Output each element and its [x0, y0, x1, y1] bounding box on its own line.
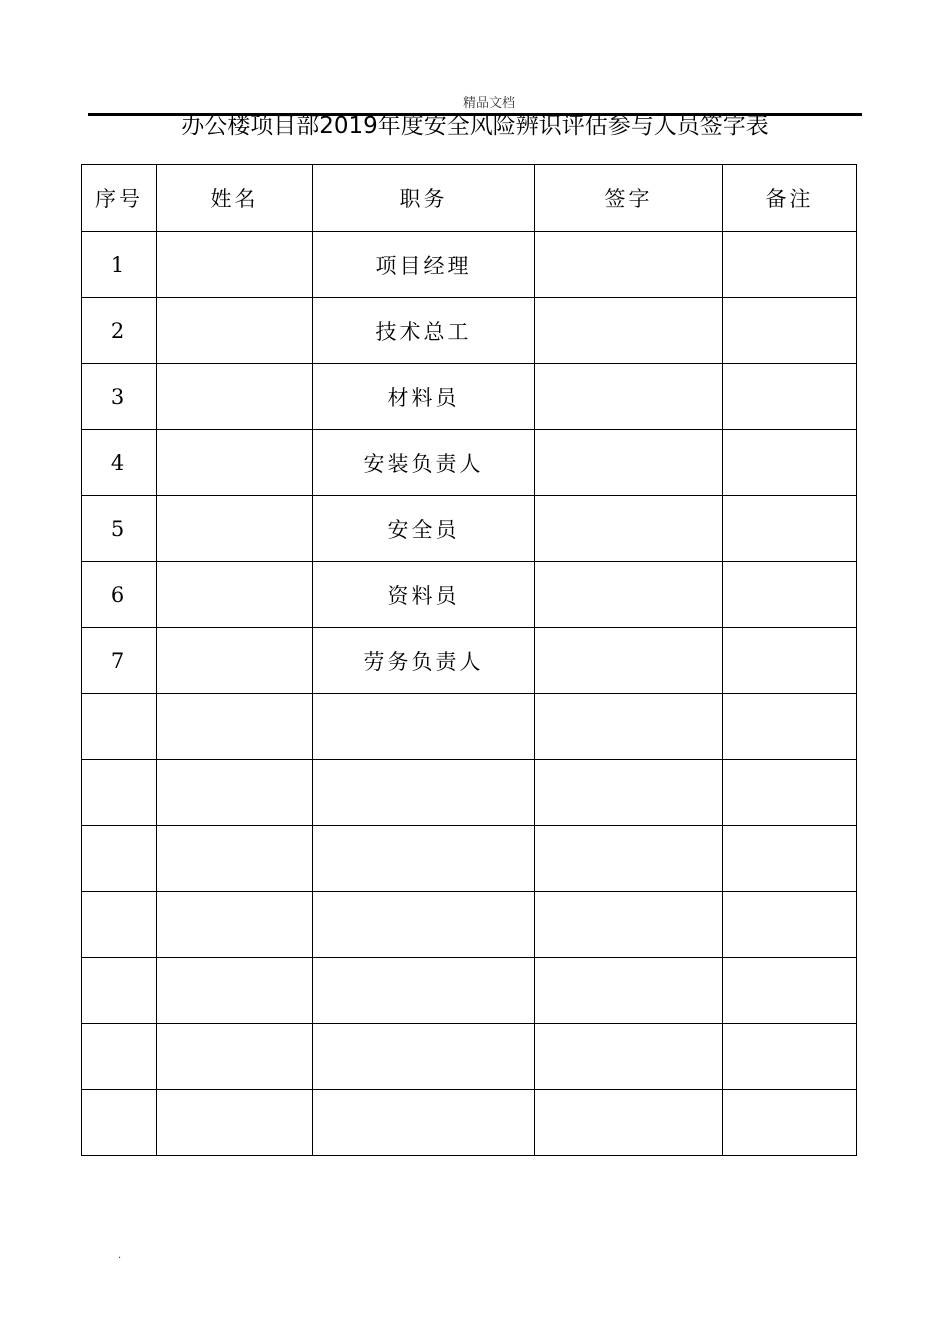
- cell-name: [157, 628, 313, 694]
- cell-signature: [535, 760, 723, 826]
- cell-name: [157, 298, 313, 364]
- cell-position: [313, 892, 535, 958]
- cell-signature: [535, 892, 723, 958]
- cell-name: [157, 892, 313, 958]
- cell-remarks: [723, 232, 857, 298]
- cell-signature: [535, 694, 723, 760]
- cell-position: 材料员: [313, 364, 535, 430]
- table-row: [82, 364, 857, 430]
- cell-index: 1: [82, 232, 157, 298]
- cell-name: [157, 430, 313, 496]
- cell-name: [157, 694, 313, 760]
- cell-position: 安全员: [313, 496, 535, 562]
- table-row: [82, 232, 857, 298]
- table-row: [82, 562, 857, 628]
- table-row: [82, 694, 857, 760]
- cell-remarks: [723, 364, 857, 430]
- cell-index: [82, 1090, 157, 1156]
- column-header-remarks: 备注: [723, 165, 857, 232]
- cell-position: [313, 958, 535, 1024]
- cell-index: 6: [82, 562, 157, 628]
- cell-signature: [535, 364, 723, 430]
- cell-index: [82, 826, 157, 892]
- cell-name: [157, 364, 313, 430]
- cell-position: 项目经理: [313, 232, 535, 298]
- cell-signature: [535, 1024, 723, 1090]
- cell-position: [313, 760, 535, 826]
- cell-signature: [535, 298, 723, 364]
- column-header-name: 姓名: [157, 165, 313, 232]
- cell-index: [82, 892, 157, 958]
- cell-index: 5: [82, 496, 157, 562]
- cell-name: [157, 958, 313, 1024]
- cell-position: [313, 694, 535, 760]
- cell-remarks: [723, 892, 857, 958]
- table-header-row: [82, 165, 857, 232]
- table-row: [82, 760, 857, 826]
- cell-position: [313, 1090, 535, 1156]
- cell-signature: [535, 826, 723, 892]
- cell-position: [313, 1024, 535, 1090]
- cell-remarks: [723, 760, 857, 826]
- cell-signature: [535, 958, 723, 1024]
- cell-index: [82, 694, 157, 760]
- table-row: [82, 496, 857, 562]
- cell-remarks: [723, 562, 857, 628]
- cell-remarks: [723, 958, 857, 1024]
- table-row: [82, 958, 857, 1024]
- cell-position: 劳务负责人: [313, 628, 535, 694]
- cell-remarks: [723, 1090, 857, 1156]
- cell-remarks: [723, 694, 857, 760]
- cell-position: 技术总工: [313, 298, 535, 364]
- cell-name: [157, 496, 313, 562]
- cell-name: [157, 1090, 313, 1156]
- cell-name: [157, 760, 313, 826]
- cell-remarks: [723, 826, 857, 892]
- table-row: [82, 298, 857, 364]
- cell-signature: [535, 562, 723, 628]
- column-header-signature: 签字: [535, 165, 723, 232]
- cell-position: [313, 826, 535, 892]
- column-header-position: 职务: [313, 165, 535, 232]
- signature-table: [81, 164, 857, 1156]
- cell-position: 资料员: [313, 562, 535, 628]
- cell-signature: [535, 430, 723, 496]
- table-row: [82, 826, 857, 892]
- cell-signature: [535, 496, 723, 562]
- cell-index: [82, 760, 157, 826]
- cell-index: [82, 958, 157, 1024]
- cell-signature: [535, 232, 723, 298]
- cell-name: [157, 232, 313, 298]
- cell-signature: [535, 1090, 723, 1156]
- document-title: 办公楼项目部2019年度安全风险辨识评估参与人员签字表: [181, 113, 769, 139]
- cell-name: [157, 1024, 313, 1090]
- cell-remarks: [723, 430, 857, 496]
- cell-name: [157, 826, 313, 892]
- table-row: [82, 628, 857, 694]
- cell-remarks: [723, 628, 857, 694]
- footer-mark: .: [118, 1250, 122, 1261]
- cell-index: 4: [82, 430, 157, 496]
- table-row: [82, 1090, 857, 1156]
- cell-index: [82, 1024, 157, 1090]
- table-row: [82, 892, 857, 958]
- column-header-index: 序号: [82, 165, 157, 232]
- cell-index: 2: [82, 298, 157, 364]
- cell-remarks: [723, 496, 857, 562]
- cell-signature: [535, 628, 723, 694]
- cell-index: 3: [82, 364, 157, 430]
- cell-remarks: [723, 1024, 857, 1090]
- cell-remarks: [723, 298, 857, 364]
- header-note: 精品文档: [462, 96, 515, 111]
- table-row: [82, 1024, 857, 1090]
- cell-index: 7: [82, 628, 157, 694]
- cell-name: [157, 562, 313, 628]
- cell-position: 安装负责人: [313, 430, 535, 496]
- table-row: [82, 430, 857, 496]
